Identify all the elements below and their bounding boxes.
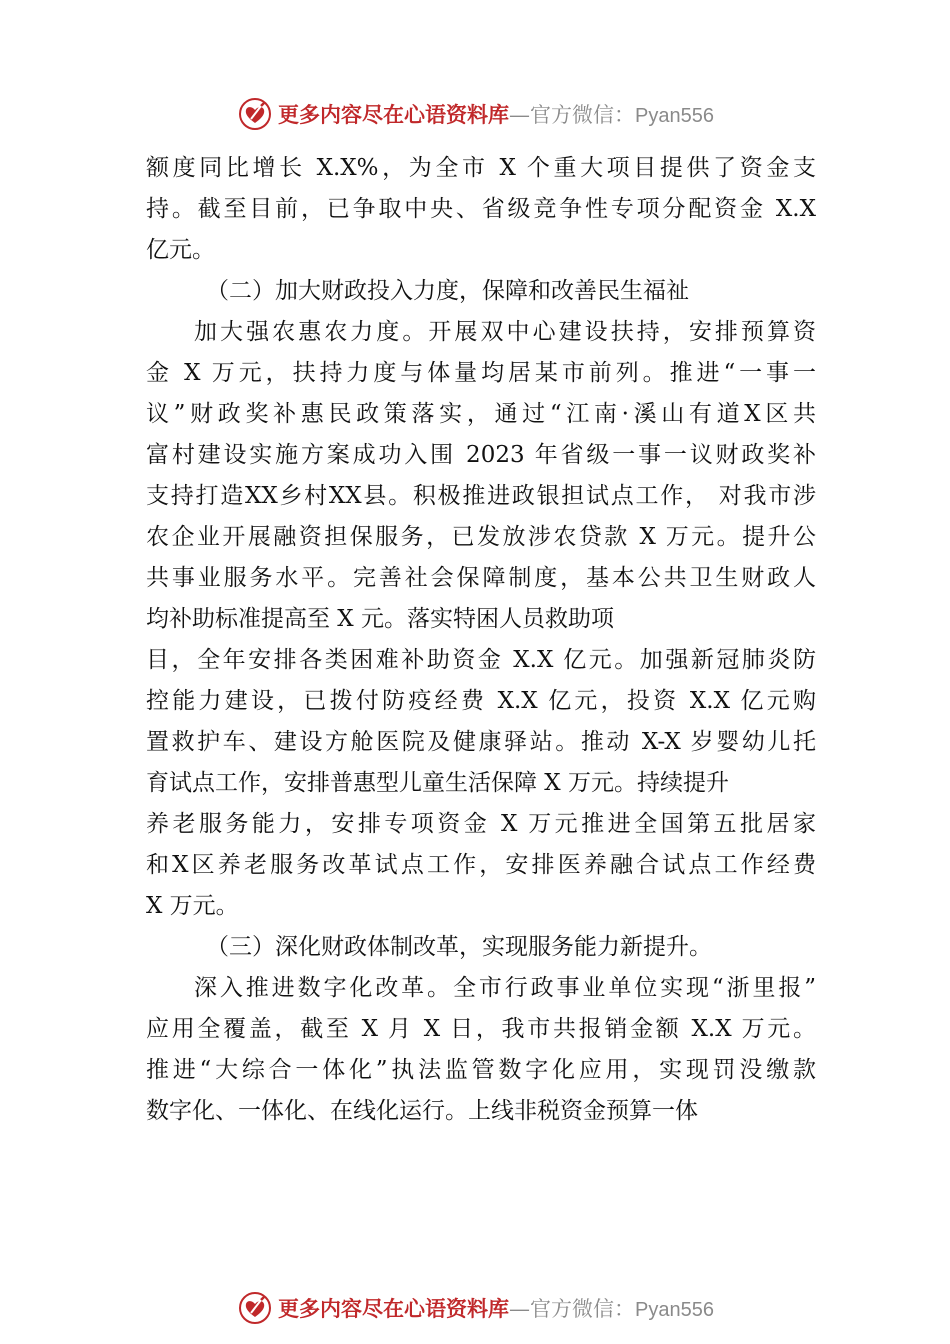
- body-line: X 万元。: [146, 893, 239, 919]
- footer-watermark: [238, 1290, 738, 1326]
- body-line: 加大强农惠农力度。开展双中心建设扶持，安排预算资: [194, 319, 816, 345]
- watermark-account: Pyan556: [635, 105, 714, 127]
- watermark-text: [278, 1293, 714, 1323]
- heart-pen-icon: [238, 1291, 272, 1325]
- watermark-wechat-label: 官方微信：: [530, 103, 635, 127]
- body-line: 亿元。: [146, 237, 215, 263]
- heart-pen-icon: [238, 97, 272, 131]
- watermark-title: 更多内容尽在心语资料库: [278, 1296, 509, 1321]
- watermark-dash: —: [509, 103, 530, 127]
- body-line: 控能力建设，已拨付防疫经费 X.X 亿元，投资 X.X 亿元购: [146, 688, 816, 714]
- body-line: 共事业服务水平。完善社会保障制度，基本公共卫生财政人: [146, 565, 816, 591]
- body-line: 置救护车、建设方舱医院及健康驿站。推动 X-X 岁婴幼儿托: [146, 729, 816, 755]
- watermark-title: 更多内容尽在心语资料库: [278, 102, 509, 127]
- body-line: 支持打造XX乡村XX县。积极推进政银担试点工作， 对我市涉: [146, 483, 816, 509]
- body-line: 农企业开展融资担保服务，已发放涉农贷款 X 万元。提升公: [146, 524, 816, 550]
- watermark-wechat-label: 官方微信：: [530, 1297, 635, 1321]
- body-line: 均补助标准提高至 X 元。落实特困人员救助项: [146, 606, 614, 632]
- watermark-text: [278, 99, 714, 129]
- body-line: 推进“大综合一体化”执法监管数字化应用，实现罚没缴款: [146, 1057, 816, 1083]
- body-line: 目，全年安排各类困难补助资金 X.X 亿元。加强新冠肺炎防: [146, 647, 816, 673]
- body-line: 富村建设实施方案成功入围 2023 年省级一事一议财政奖补: [146, 442, 816, 468]
- body-line: 育试点工作，安排普惠型儿童生活保障 X 万元。持续提升: [146, 770, 729, 796]
- section-heading: （三）深化财政体制改革，实现服务能力新提升。: [206, 934, 712, 960]
- body-line: 持。截至目前，已争取中央、省级竞争性专项分配资金 X.X: [146, 196, 816, 222]
- section-heading: （二）加大财政投入力度，保障和改善民生福祉: [206, 278, 689, 304]
- watermark-dash: —: [509, 1297, 530, 1321]
- header-watermark: [238, 96, 738, 132]
- watermark-account: Pyan556: [635, 1299, 714, 1321]
- body-line: 养老服务能力，安排专项资金 X 万元推进全国第五批居家: [146, 811, 816, 837]
- body-line: 应用全覆盖，截至 X 月 X 日，我市共报销金额 X.X 万元。: [146, 1016, 816, 1042]
- body-line: 额度同比增长 X.X%，为全市 X 个重大项目提供了资金支: [146, 155, 816, 181]
- body-line: 议”财政奖补惠民政策落实，通过“江南·溪山有道X区共: [146, 401, 816, 427]
- body-line: 和X区养老服务改革试点工作，安排医养融合试点工作经费: [146, 852, 816, 878]
- document-body: [146, 148, 816, 1132]
- body-line: 金 X 万元，扶持力度与体量均居某市前列。推进“一事一: [146, 360, 816, 386]
- body-line: 数字化、一体化、在线化运行。上线非税资金预算一体: [146, 1098, 698, 1124]
- body-line: 深入推进数字化改革。全市行政事业单位实现“浙里报”: [194, 975, 816, 1001]
